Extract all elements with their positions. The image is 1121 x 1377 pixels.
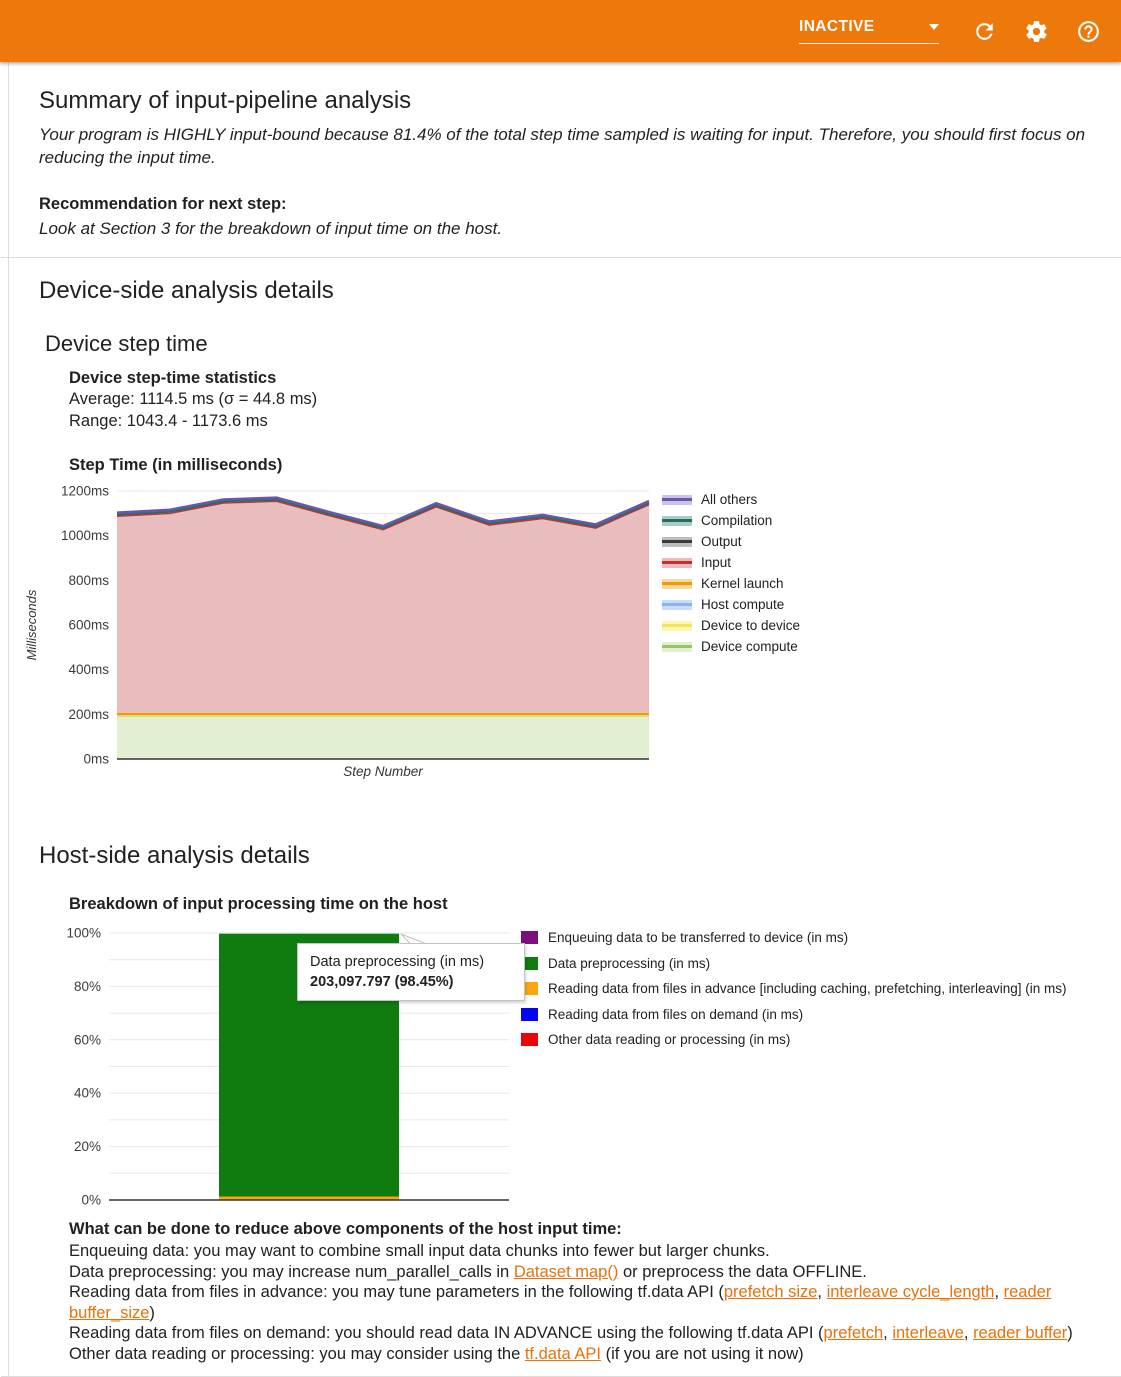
tip-text: Reading data from files in advance: you may tune parameters in the following tf.data API ( xyxy=(69,1283,724,1301)
legend-label: Kernel launch xyxy=(701,576,784,591)
svg-text:1200ms: 1200ms xyxy=(60,483,109,499)
legend-item xyxy=(662,594,800,615)
svg-text:400ms: 400ms xyxy=(68,662,109,678)
svg-text:600ms: 600ms xyxy=(68,617,109,633)
summary-title: Summary of input-pipeline analysis xyxy=(39,87,412,114)
legend-item xyxy=(521,1006,1121,1024)
tip-text: ) xyxy=(149,1303,155,1322)
device-stat-average: Average: 1114.5 ms (σ = 44.8 ms) xyxy=(69,390,318,408)
tip-text: Reading data from files on demand: you should read data IN ADVANCE using the following tf.data API ( xyxy=(69,1324,824,1342)
tip-line xyxy=(69,1344,1087,1365)
legend-item xyxy=(521,980,1121,998)
recommendation-label: Recommendation for next step: xyxy=(39,195,287,213)
svg-text:0%: 0% xyxy=(81,1192,101,1208)
legend-swatch xyxy=(521,1008,538,1021)
gear-icon xyxy=(1024,19,1049,44)
tip-text: (if you are not using it now) xyxy=(600,1344,804,1363)
legend-label: Output xyxy=(701,534,742,549)
tip-text: , xyxy=(994,1283,1004,1301)
legend-item xyxy=(521,929,1121,947)
device-chart-legend xyxy=(662,489,800,657)
tip-text: Data preprocessing: you may increase num_parallel_calls in xyxy=(69,1262,514,1281)
svg-text:800ms: 800ms xyxy=(68,572,109,588)
legend-swatch xyxy=(662,579,692,589)
device-stat-range: Range: 1043.4 - 1173.6 ms xyxy=(69,411,268,430)
tip-text: , xyxy=(963,1324,974,1342)
host-input-chart-container xyxy=(9,923,1121,1215)
legend-item xyxy=(662,615,800,636)
device-chart-title: Step Time (in milliseconds) xyxy=(69,456,283,474)
host-chart-title: Breakdown of input processing time on the host xyxy=(69,895,448,913)
host-tips xyxy=(69,1219,1087,1364)
svg-text:80%: 80% xyxy=(73,978,101,994)
tooltip-value: 203,097.797 (98.45%) xyxy=(310,974,454,990)
host-tips-title: What can be done to reduce above components of the host input time: xyxy=(69,1220,622,1238)
inline-link[interactable]: Dataset map() xyxy=(513,1262,619,1281)
tip-text: Enqueuing data: you may want to combine small input data chunks into fewer but larger chunks. xyxy=(69,1242,770,1260)
tooltip-title: Data preprocessing (in ms) xyxy=(310,954,485,970)
svg-text:20%: 20% xyxy=(73,1139,101,1155)
status-dropdown-label: INACTIVE xyxy=(799,18,875,35)
legend-item xyxy=(662,510,800,531)
tip-line xyxy=(69,1282,1087,1323)
legend-swatch xyxy=(662,537,692,547)
legend-swatch xyxy=(662,621,692,631)
inline-link[interactable]: tf.data API xyxy=(524,1344,601,1363)
summary-body: Your program is HIGHLY input-bound because 81.4% of the total step time sampled is waiting for input. Therefore, you should first focus on reducing the input time. xyxy=(39,125,1086,167)
refresh-icon xyxy=(972,19,997,44)
svg-text:Step Number: Step Number xyxy=(343,764,423,779)
device-section-title: Device-side analysis details xyxy=(39,277,334,304)
legend-item xyxy=(662,489,800,510)
host-section-title: Host-side analysis details xyxy=(39,842,310,869)
device-step-chart-container xyxy=(9,480,1121,785)
content-area xyxy=(8,62,1121,1377)
inline-link[interactable]: reader buffer_size xyxy=(69,1283,1052,1322)
legend-label: Enqueuing data to be transferred to device (in ms) xyxy=(548,930,849,945)
toolbar xyxy=(0,0,1121,62)
tip-text: or preprocess the data OFFLINE. xyxy=(618,1262,867,1281)
recommendation-body: Look at Section 3 for the breakdown of input time on the host. xyxy=(39,219,503,238)
host-tips-lines xyxy=(69,1241,1087,1364)
legend-item xyxy=(662,573,800,594)
tip-text: Other data reading or processing: you may consider using the xyxy=(69,1344,525,1363)
inline-link[interactable]: prefetch xyxy=(823,1324,884,1342)
inline-link[interactable]: prefetch size xyxy=(723,1283,818,1301)
inline-link[interactable]: interleave cycle_length xyxy=(826,1283,995,1301)
legend-label: All others xyxy=(701,492,758,507)
svg-text:200ms: 200ms xyxy=(68,706,109,722)
device-step-time-title: Device step time xyxy=(45,331,208,356)
device-step-chart[interactable] xyxy=(9,480,657,783)
inline-link[interactable]: reader buffer xyxy=(973,1324,1068,1342)
legend-swatch xyxy=(662,516,692,526)
legend-label: Device to device xyxy=(701,618,801,633)
legend-item xyxy=(521,1031,1121,1049)
legend-label: Input xyxy=(701,555,732,570)
legend-swatch xyxy=(662,642,692,652)
legend-swatch xyxy=(662,558,692,568)
legend-label: Reading data from files in advance [including caching, prefetching, interleaving] (in ms) xyxy=(548,981,1067,996)
svg-text:0ms: 0ms xyxy=(83,751,109,767)
help-button[interactable] xyxy=(1075,18,1101,44)
tip-line xyxy=(69,1262,1087,1283)
legend-item xyxy=(662,636,800,657)
chart-tooltip xyxy=(297,943,525,1001)
legend-swatch xyxy=(662,600,692,610)
svg-text:Milliseconds: Milliseconds xyxy=(24,589,39,661)
legend-label: Device compute xyxy=(701,639,798,654)
legend-item xyxy=(662,531,800,552)
legend-label: Compilation xyxy=(701,513,773,528)
legend-label: Reading data from files on demand (in ms) xyxy=(548,1006,804,1022)
legend-label: Other data reading or processing (in ms) xyxy=(548,1032,791,1047)
refresh-button[interactable] xyxy=(971,18,997,44)
status-dropdown[interactable] xyxy=(799,18,939,44)
legend-item xyxy=(521,955,1121,973)
legend-label: Data preprocessing (in ms) xyxy=(548,955,711,971)
legend-label: Host compute xyxy=(701,597,785,612)
settings-button[interactable] xyxy=(1023,18,1049,44)
svg-text:60%: 60% xyxy=(73,1032,101,1048)
tip-text: ) xyxy=(1067,1324,1073,1342)
svg-text:40%: 40% xyxy=(73,1085,101,1101)
tip-line xyxy=(69,1241,1087,1262)
host-chart-legend xyxy=(521,929,1121,1057)
legend-item xyxy=(662,552,800,573)
help-icon xyxy=(1076,19,1101,44)
device-stats-title: Device step-time statistics xyxy=(69,369,277,387)
svg-text:1000ms: 1000ms xyxy=(60,528,109,544)
inline-link[interactable]: interleave xyxy=(892,1324,964,1342)
tip-text: , xyxy=(817,1283,827,1301)
legend-swatch xyxy=(521,1033,538,1046)
legend-swatch xyxy=(662,495,692,505)
tip-line xyxy=(69,1323,1087,1344)
svg-text:100%: 100% xyxy=(66,925,101,941)
tip-text: , xyxy=(883,1324,893,1342)
dropdown-caret-icon xyxy=(929,24,939,30)
